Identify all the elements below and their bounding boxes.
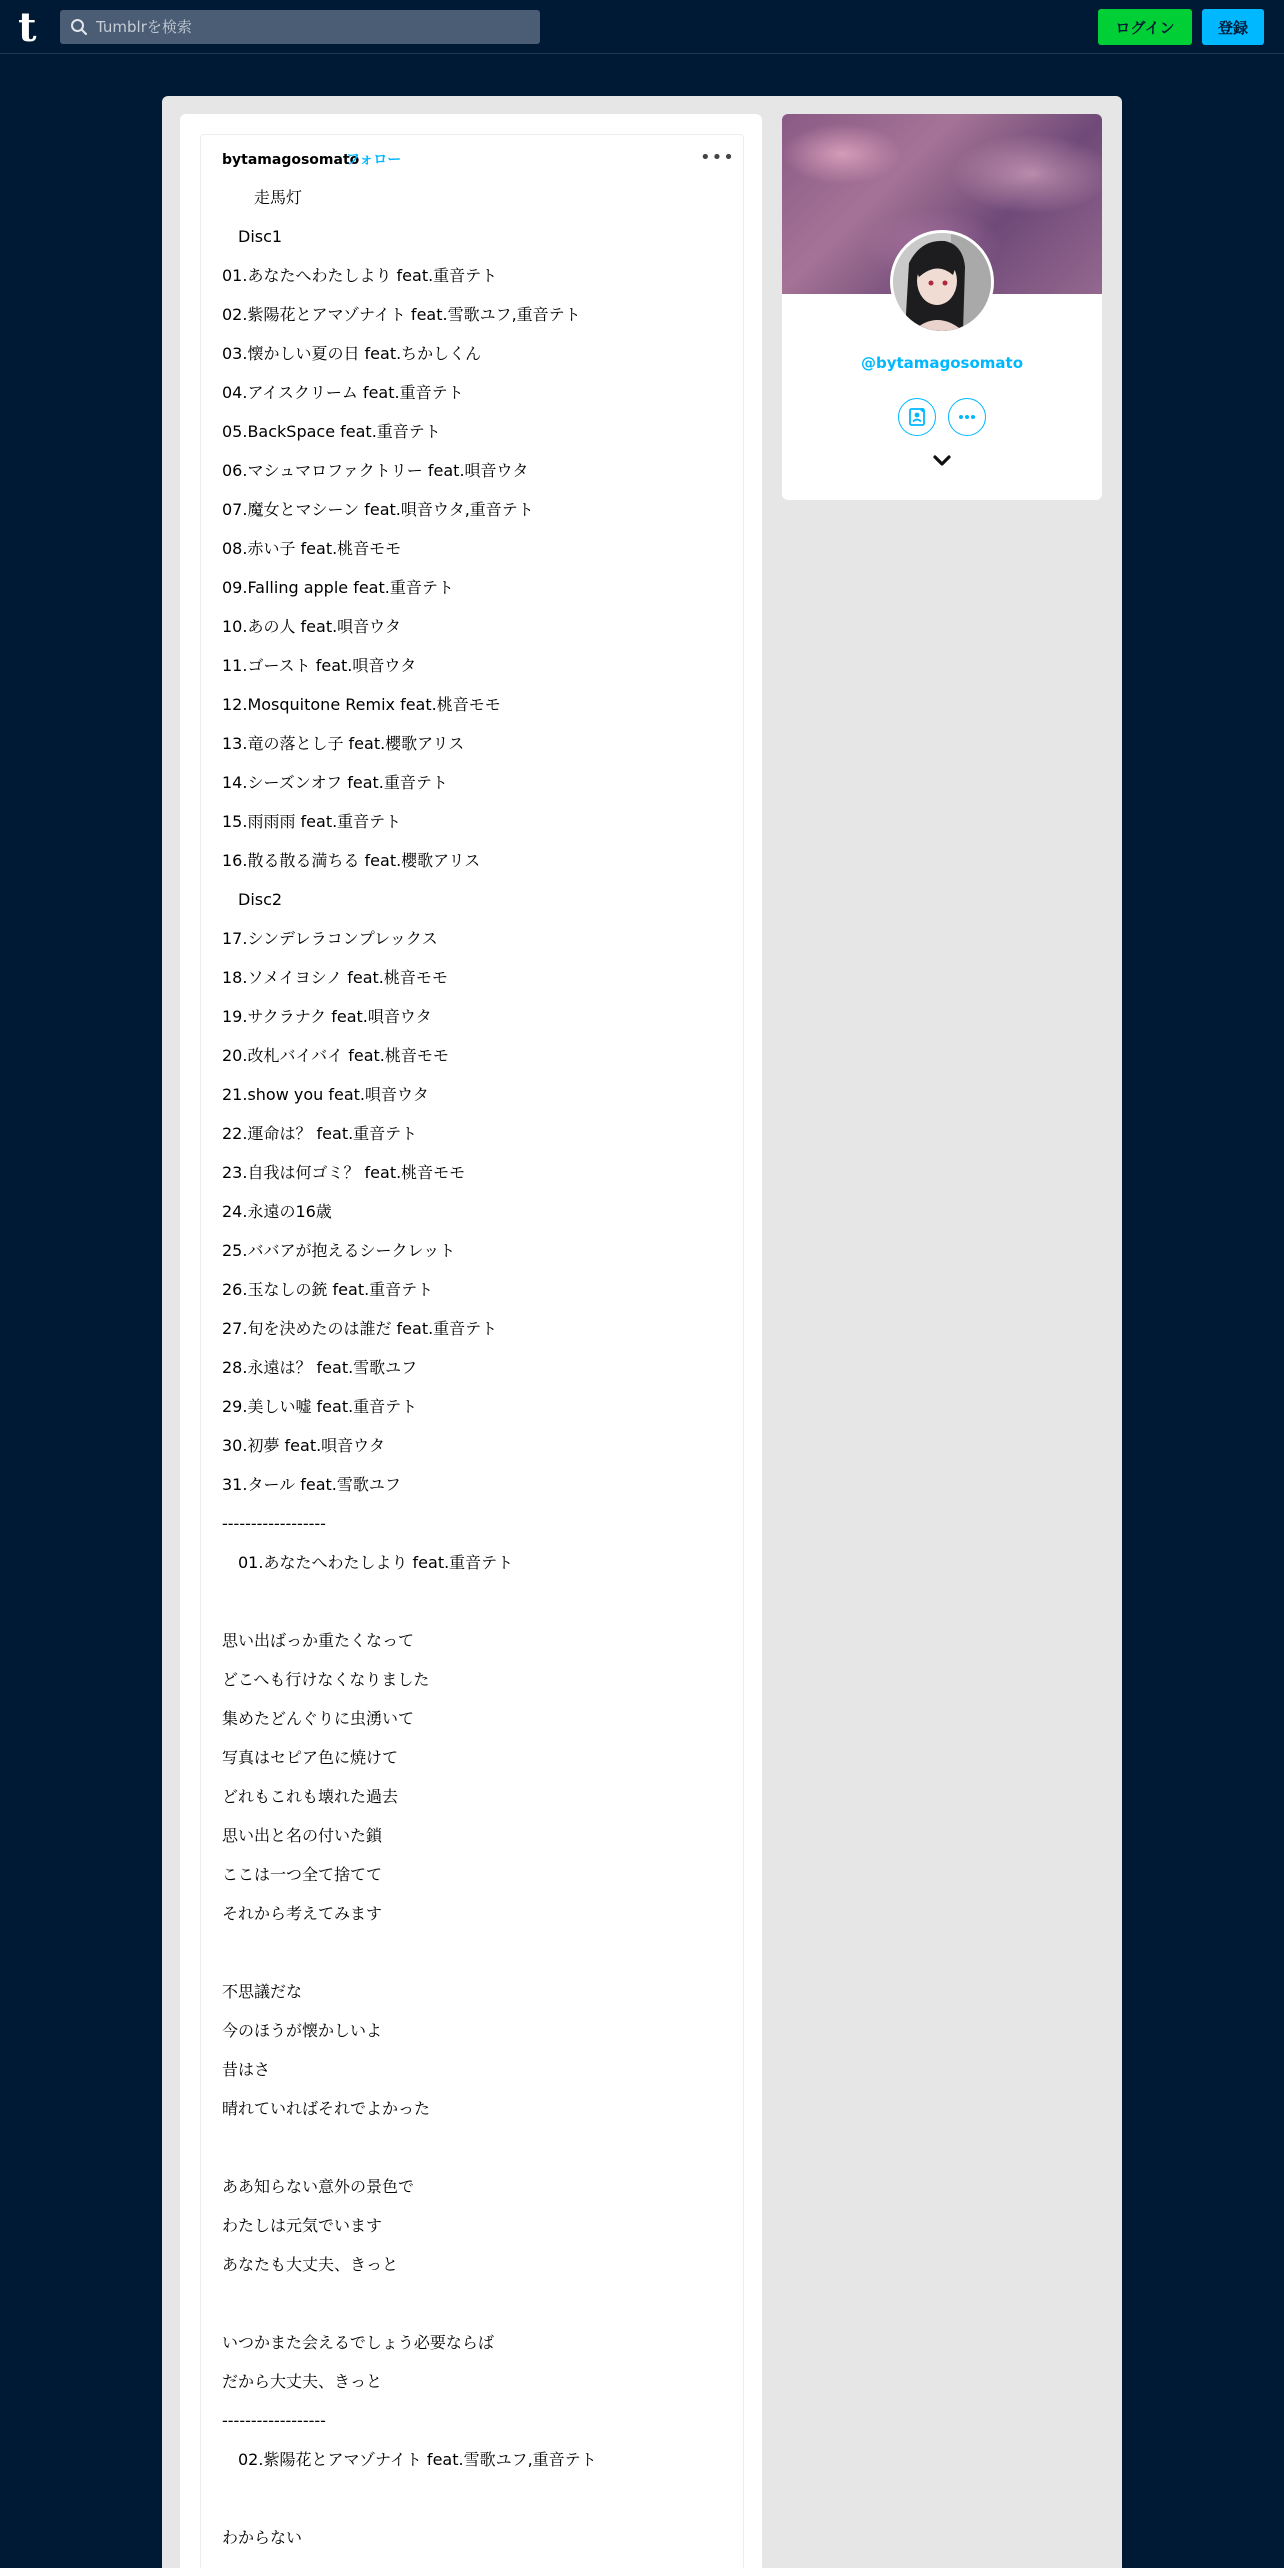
post-text-line: 08.赤い子 feat.桃音モモ bbox=[222, 539, 402, 558]
post-text-line: 思い出ばっか重たくなって bbox=[222, 1631, 415, 1650]
post-text-line: 02.紫陽花とアマゾナイト feat.雪歌ユフ,重音テト bbox=[222, 305, 581, 324]
post-text-line: 07.魔女とマシーン feat.唄音ウタ,重音テト bbox=[222, 500, 534, 519]
post-text-line: 04.アイスクリーム feat.重音テト bbox=[222, 383, 464, 402]
post-text-line: わたしは元気でいます bbox=[222, 2216, 383, 2235]
follow-button[interactable]: フォロー bbox=[346, 152, 402, 168]
post-text-line: ここは一つ全て捨てて bbox=[222, 1865, 383, 1884]
post-text-line: 昔はさ bbox=[222, 2060, 271, 2079]
post-text-line: 写真はセピア色に焼けて bbox=[222, 1748, 399, 1767]
post-text-line: 20.改札バイバイ feat.桃音モモ bbox=[222, 1046, 449, 1065]
post-text-line: 30.初夢 feat.唄音ウタ bbox=[222, 1436, 386, 1455]
search-icon bbox=[70, 18, 88, 36]
post-blank-line bbox=[222, 1582, 722, 1621]
contact-card-icon bbox=[907, 407, 927, 427]
post-text-line: ------------------ bbox=[222, 1514, 326, 1533]
post-text-line: 23.自我は何ゴミ？ feat.桃音モモ bbox=[222, 1163, 466, 1182]
post-text-line: 11.ゴースト feat.唄音ウタ bbox=[222, 656, 417, 675]
post-text-line: 19.サクラナク feat.唄音ウタ bbox=[222, 1007, 432, 1026]
post-text-line: 05.BackSpace feat.重音テト bbox=[222, 422, 441, 441]
post-text-line: 28.永遠は？ feat.雪歌ユフ bbox=[222, 1358, 418, 1377]
post-text-line: 01.あなたへわたしより feat.重音テト bbox=[238, 1553, 514, 1572]
post-text-line: 今のほうが懐かしいよ bbox=[222, 2021, 383, 2040]
post-text-line: だから大丈夫、きっと bbox=[222, 2372, 383, 2391]
post-text-line: 25.ババアが抱えるシークレット bbox=[222, 1241, 456, 1260]
post-text-line: 16.散る散る満ちる feat.櫻歌アリス bbox=[222, 851, 481, 870]
post-text-line: ------------------ bbox=[222, 2411, 326, 2430]
post-text-line: 12.Mosquitone Remix feat.桃音モモ bbox=[222, 695, 501, 714]
post-text-line: 22.運命は？ feat.重音テト bbox=[222, 1124, 418, 1143]
more-options-icon bbox=[957, 407, 977, 427]
post-text-line: 走馬灯 bbox=[254, 188, 303, 207]
post-text-line: 思い出と名の付いた鎖 bbox=[222, 1826, 383, 1845]
post-text-line: 31.タール feat.雪歌ユフ bbox=[222, 1475, 401, 1494]
blog-name-link[interactable]: @bytamagosomato bbox=[860, 354, 1024, 372]
post-text-line: 06.マシュマロファクトリー feat.唄音ウタ bbox=[222, 461, 529, 480]
post-text-line: 24.永遠の16歳 bbox=[222, 1202, 332, 1221]
post-text-line: 17.シンデレラコンプレックス bbox=[222, 929, 438, 948]
post-more-options-icon[interactable]: ••• bbox=[700, 147, 735, 168]
post-text-line: どれもこれも壊れた過去 bbox=[222, 1787, 399, 1806]
post-text-line: 15.雨雨雨 feat.重音テト bbox=[222, 812, 402, 831]
post-author-link[interactable]: bytamagosomato bbox=[222, 152, 360, 168]
post-text-line: 集めたどんぐりに虫湧いて bbox=[222, 1709, 415, 1728]
post-text-line: 21.show you feat.唄音ウタ bbox=[222, 1085, 429, 1104]
post-text-line: 18.ソメイヨシノ feat.桃音モモ bbox=[222, 968, 448, 987]
post-text-line: 27.旬を決めたのは誰だ feat.重音テト bbox=[222, 1319, 498, 1338]
post-text-line: 13.竜の落とし子 feat.櫻歌アリス bbox=[222, 734, 465, 753]
post-text-line: わからない bbox=[222, 2528, 303, 2547]
post-blank-line bbox=[222, 2128, 722, 2167]
post-text-line: 晴れていればそれでよかった bbox=[222, 2099, 431, 2118]
post-header bbox=[222, 147, 735, 170]
post-text-line: 03.懐かしい夏の日 feat.ちかしくん bbox=[222, 344, 482, 363]
post-text-line: Disc1 bbox=[238, 227, 283, 246]
post-blank-line bbox=[222, 2479, 722, 2518]
post-text-line: 01.あなたへわたしより feat.重音テト bbox=[222, 266, 498, 285]
tumblr-logo[interactable]: t bbox=[18, 4, 37, 51]
avatar[interactable] bbox=[890, 230, 994, 334]
login-button[interactable]: ログイン bbox=[1098, 9, 1192, 45]
post-text-line: 26.玉なしの銃 feat.重音テト bbox=[222, 1280, 434, 1299]
post-text-line: 02.紫陽花とアマゾナイト feat.雪歌ユフ,重音テト bbox=[238, 2450, 597, 2469]
post-text-line: それから考えてみます bbox=[222, 1904, 383, 1923]
avatar-portrait-icon bbox=[893, 233, 991, 331]
post-text-line: いつかまた会えるでしょう必要ならば bbox=[222, 2333, 494, 2352]
post-text-line: あなたも大丈夫、きっと bbox=[222, 2255, 399, 2274]
top-navigation-bar bbox=[0, 0, 1284, 54]
post-text-line: どこへも行けなくなりました bbox=[222, 1670, 430, 1689]
post-text-line: ああ知らない意外の景色で bbox=[222, 2177, 415, 2196]
chevron-down-icon[interactable] bbox=[932, 454, 952, 468]
contact-button[interactable] bbox=[898, 398, 936, 436]
post-blank-line bbox=[222, 1933, 722, 1972]
post-text-line: Disc2 bbox=[238, 890, 283, 909]
post-text-line: 不思議だな bbox=[222, 1982, 303, 2001]
signup-button[interactable]: 登録 bbox=[1202, 9, 1264, 45]
post-blank-line bbox=[222, 2284, 722, 2323]
post-text-line: 14.シーズンオフ feat.重音テト bbox=[222, 773, 448, 792]
post-text-line: 09.Falling apple feat.重音テト bbox=[222, 578, 454, 597]
post-body bbox=[222, 178, 722, 2557]
post-text-line: 29.美しい嘘 feat.重音テト bbox=[222, 1397, 418, 1416]
post-text-line: 10.あの人 feat.唄音ウタ bbox=[222, 617, 402, 636]
blog-options-button[interactable] bbox=[948, 398, 986, 436]
blog-sidebar-card bbox=[782, 114, 1102, 500]
search-input[interactable] bbox=[96, 10, 536, 44]
search-box[interactable] bbox=[60, 10, 540, 44]
